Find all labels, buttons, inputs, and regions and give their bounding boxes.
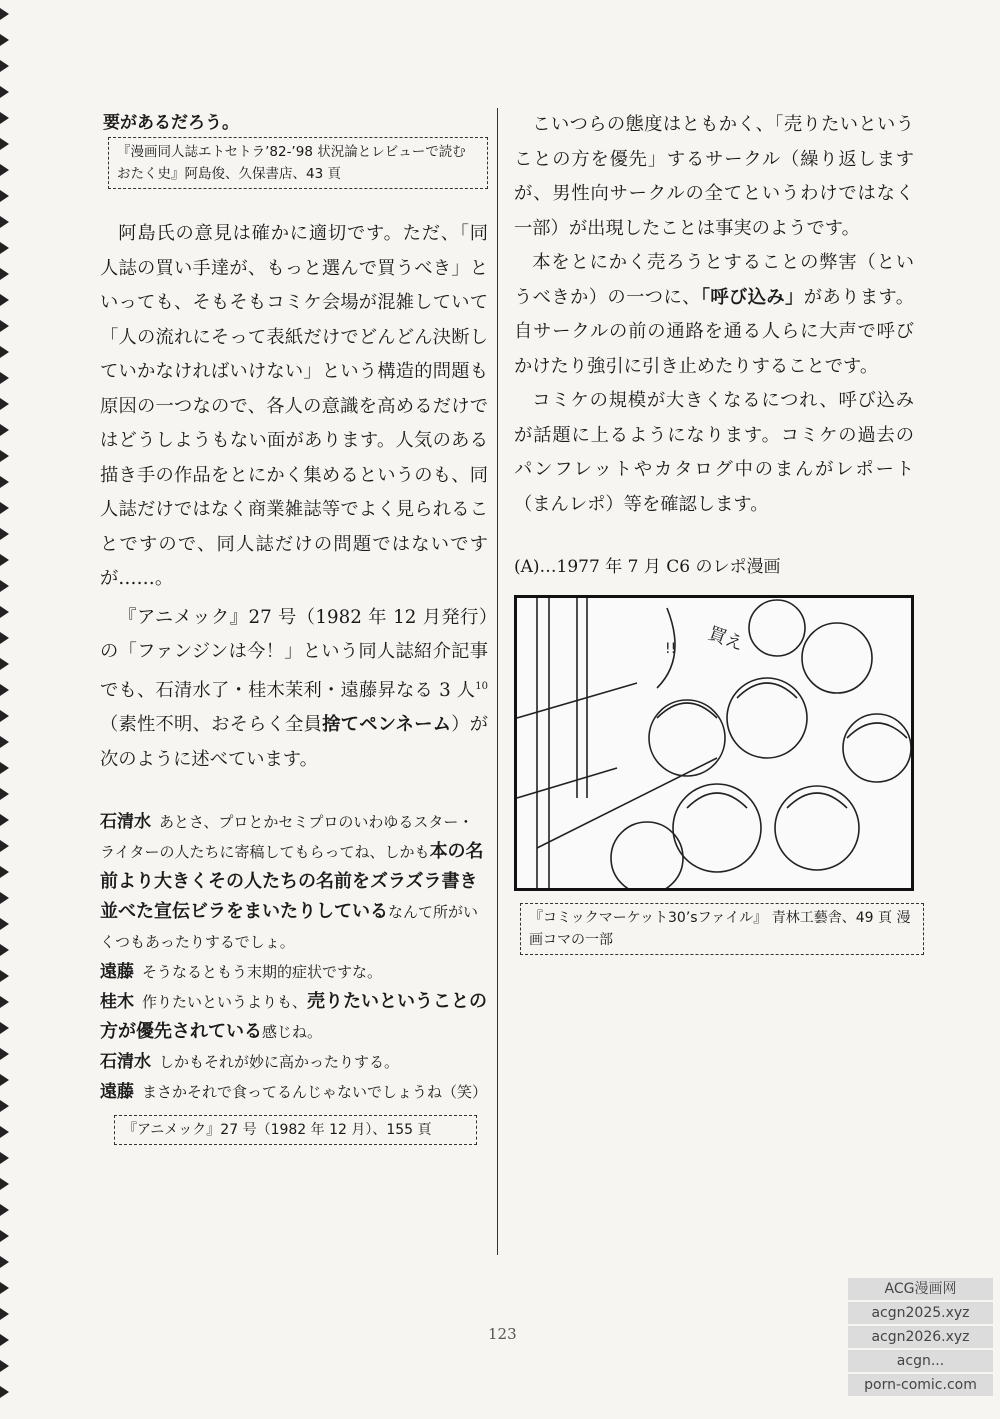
interview-quote (100, 807, 488, 1107)
watermark (848, 1278, 993, 1398)
left-column (100, 108, 488, 1145)
intro-text: 要があるだろう。 (103, 113, 239, 133)
binding-hole (0, 1048, 9, 1060)
binding-hole (0, 164, 9, 176)
quote-line: 遠藤 まさかそれで食ってるんじゃないでしょうね（笑） (100, 1082, 488, 1103)
binding-hole (0, 294, 9, 306)
source-citation-2: 『アニメック』27 号（1982 年 12 月）、155 頁 (114, 1115, 477, 1145)
right-column (514, 108, 914, 955)
binding-hole (0, 996, 9, 1008)
binding-hole (0, 190, 9, 202)
binding-hole (0, 580, 9, 592)
quote-line: 遠藤 そうなるともう末期的症状ですな。 (100, 962, 383, 983)
binding-hole (0, 242, 9, 254)
binding-hole (0, 60, 9, 72)
binding-hole (0, 1282, 9, 1294)
binding-hole (0, 840, 9, 852)
watermark-line: ACG漫画网 (848, 1278, 993, 1300)
binding-hole (0, 1256, 9, 1268)
binding-hole (0, 1126, 9, 1138)
binding-hole (0, 788, 9, 800)
binding-hole (0, 528, 9, 540)
binding-hole (0, 346, 9, 358)
binding-hole (0, 710, 9, 722)
binding-hole (0, 1074, 9, 1086)
binding-hole (0, 762, 9, 774)
binding-hole (0, 918, 9, 930)
quote-line: 桂木 作りたいというよりも、売りたいということの方が優先されている感じね。 (100, 991, 488, 1043)
binding-hole (0, 632, 9, 644)
manga-shout: 買え (705, 622, 747, 656)
binding-hole (0, 1334, 9, 1346)
binding-hole (0, 736, 9, 748)
binding-hole (0, 892, 9, 904)
column-divider (497, 108, 498, 1255)
binding-hole (0, 1178, 9, 1190)
body-paragraph-5: コミケの規模が大きくなるにつれ、呼び込みが話題に上るようになります。コミケの過去のパンフレットやカタログ中のまんがレポート（まんレポ）等を確認します。 (514, 390, 914, 515)
binding-hole (0, 554, 9, 566)
body-paragraph-3: こいつらの態度はともかく、「売りたいということの方を優先」するサークル（繰り返しますが、男性向サークルの全てというわけではなく一部）が出現したことは事実のようです。 (514, 114, 914, 239)
binding-hole (0, 34, 9, 46)
body-paragraph-4: 本をとにかく売ろうとすることの弊害（というべきか）の一つに、「呼び込み」があります。自サークルの前の通路を通る人らに大声で呼びかけたり強引に引き止めたりすることです。 (514, 252, 915, 377)
binding-hole (0, 606, 9, 618)
watermark-line: porn-comic.com (848, 1374, 993, 1396)
binding-hole (0, 8, 9, 20)
manga-panel (514, 595, 914, 891)
binding-hole (0, 398, 9, 410)
page-number: 123 (488, 1325, 517, 1343)
binding-hole (0, 658, 9, 670)
binding-hole (0, 866, 9, 878)
watermark-line: acgn... (848, 1350, 993, 1372)
binding-hole (0, 268, 9, 280)
binding-hole (0, 450, 9, 462)
binding-hole (0, 424, 9, 436)
binding-hole (0, 1386, 9, 1398)
quote-line: 石清水 しかもそれが妙に高かったりする。 (100, 1052, 400, 1073)
binding-hole (0, 502, 9, 514)
body-paragraph-1: 阿島氏の意見は確かに適切です。ただ、「同人誌の買い手達が、もっと選んで買うべき」といっても、そもそもコミケ会場が混雑していて「人の流れにそって表紙だけでどんどん決断していかなければいけない」という構造的問題も原因の一つなので、各人の意識を高めるだけではどうしようもない面があります。人気のある描き手の作品をとにかく集めるというのも、同人誌だけではなく商業雑誌等でよく見られることですので、同人誌だけの問題ではないですが……。 (100, 223, 488, 589)
binding-hole (0, 320, 9, 332)
binding-hole (0, 1100, 9, 1112)
binding-hole (0, 1152, 9, 1164)
binding-hole (0, 814, 9, 826)
binding-hole (0, 86, 9, 98)
binding-hole (0, 944, 9, 956)
binding-hole (0, 1230, 9, 1242)
binding-hole (0, 1308, 9, 1320)
binding-hole (0, 372, 9, 384)
manga-illustration (517, 598, 911, 888)
binding-holes (0, 0, 14, 1419)
binding-hole (0, 112, 9, 124)
source-citation-1: 『漫画同人誌エトセトラ’82-’98 状況論とレビューで読むおたく史』阿島俊、久保書店、43 頁 (108, 137, 488, 189)
binding-hole (0, 1022, 9, 1034)
binding-hole (0, 1204, 9, 1216)
binding-hole (0, 1360, 9, 1372)
binding-hole (0, 970, 9, 982)
binding-hole (0, 476, 9, 488)
binding-hole (0, 216, 9, 228)
watermark-line: acgn2025.xyz (848, 1302, 993, 1324)
source-citation-3: 『コミックマーケット30’sファイル』 青林工藝舎、49 頁 漫画コマの一部 (520, 903, 924, 955)
binding-hole (0, 138, 9, 150)
body-paragraph-2: 『アニメック』27 号（1982 年 12 月発行）の「ファンジンは今！」という同人誌紹介記事でも、石清水了・桂木茉利・遠藤昇なる 3 人$^{10}$（素性不明、おそらく全員捨てペンネーム）が次のように述べています。 (100, 606, 489, 770)
binding-hole (0, 684, 9, 696)
figure-label: (A)…1977 年 7 月 C6 のレポ漫画 (514, 557, 781, 577)
quote-line: 石清水 あとさ、プロとかセミプロのいわゆるスター・ライターの人たちに寄稿してもらってね、しかも本の名前より大きくその人たちの名前をズラズラ書き並べた宣伝ビラをまいたりしているなんて所がいくつもあったりするでしょ。 (100, 812, 484, 952)
watermark-line: acgn2026.xyz (848, 1326, 993, 1348)
manga-exclaim: !! (665, 641, 677, 657)
